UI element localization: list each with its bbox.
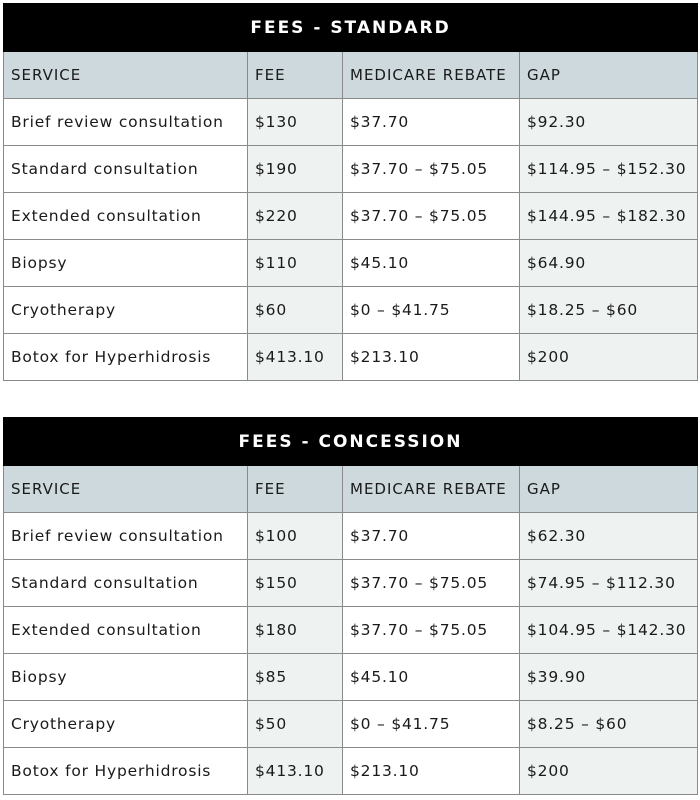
fees-concession-table: [3, 417, 698, 795]
table-title-row: [4, 418, 698, 466]
table-row: [4, 334, 698, 381]
fee-cell: $220: [248, 193, 343, 240]
fee-cell: $50: [248, 701, 343, 748]
table-row: [4, 513, 698, 560]
table-header-row: [4, 52, 698, 99]
gap-cell: $8.25 – $60: [520, 701, 698, 748]
table-header-row: [4, 466, 698, 513]
rebate-cell: $0 – $41.75: [343, 287, 520, 334]
gap-cell: $200: [520, 748, 698, 795]
service-cell: Biopsy: [4, 654, 248, 701]
table-row: [4, 654, 698, 701]
table-row: [4, 607, 698, 654]
fee-cell: $110: [248, 240, 343, 287]
gap-cell: $39.90: [520, 654, 698, 701]
column-header-service: SERVICE: [4, 466, 248, 513]
table-row: [4, 146, 698, 193]
fee-cell: $130: [248, 99, 343, 146]
column-header-gap: GAP: [520, 52, 698, 99]
service-cell: Standard consultation: [4, 560, 248, 607]
rebate-cell: $37.70 – $75.05: [343, 607, 520, 654]
rebate-cell: $37.70: [343, 99, 520, 146]
service-cell: Botox for Hyperhidrosis: [4, 748, 248, 795]
rebate-cell: $213.10: [343, 748, 520, 795]
gap-cell: $62.30: [520, 513, 698, 560]
table-title: FEES - STANDARD: [4, 4, 698, 52]
column-header-fee: FEE: [248, 466, 343, 513]
fee-cell: $413.10: [248, 334, 343, 381]
column-header-service: SERVICE: [4, 52, 248, 99]
gap-cell: $64.90: [520, 240, 698, 287]
table-row: [4, 701, 698, 748]
table-row: [4, 287, 698, 334]
rebate-cell: $45.10: [343, 240, 520, 287]
fees-standard-table: [3, 3, 698, 381]
rebate-cell: $0 – $41.75: [343, 701, 520, 748]
table-row: [4, 99, 698, 146]
rebate-cell: $37.70 – $75.05: [343, 146, 520, 193]
gap-cell: $200: [520, 334, 698, 381]
table-title: FEES - CONCESSION: [4, 418, 698, 466]
table-row: [4, 748, 698, 795]
service-cell: Brief review consultation: [4, 99, 248, 146]
gap-cell: $144.95 – $182.30: [520, 193, 698, 240]
gap-cell: $92.30: [520, 99, 698, 146]
fee-cell: $180: [248, 607, 343, 654]
rebate-cell: $45.10: [343, 654, 520, 701]
rebate-cell: $37.70 – $75.05: [343, 193, 520, 240]
service-cell: Standard consultation: [4, 146, 248, 193]
column-header-gap: GAP: [520, 466, 698, 513]
fee-cell: $100: [248, 513, 343, 560]
rebate-cell: $37.70: [343, 513, 520, 560]
service-cell: Botox for Hyperhidrosis: [4, 334, 248, 381]
fee-cell: $85: [248, 654, 343, 701]
fee-cell: $413.10: [248, 748, 343, 795]
service-cell: Cryotherapy: [4, 701, 248, 748]
table-row: [4, 560, 698, 607]
service-cell: Biopsy: [4, 240, 248, 287]
fee-cell: $60: [248, 287, 343, 334]
service-cell: Extended consultation: [4, 607, 248, 654]
rebate-cell: $37.70 – $75.05: [343, 560, 520, 607]
table-title-row: [4, 4, 698, 52]
gap-cell: $104.95 – $142.30: [520, 607, 698, 654]
service-cell: Cryotherapy: [4, 287, 248, 334]
service-cell: Brief review consultation: [4, 513, 248, 560]
rebate-cell: $213.10: [343, 334, 520, 381]
column-header-medicare-rebate: MEDICARE REBATE: [343, 466, 520, 513]
service-cell: Extended consultation: [4, 193, 248, 240]
fee-cell: $190: [248, 146, 343, 193]
column-header-fee: FEE: [248, 52, 343, 99]
fee-cell: $150: [248, 560, 343, 607]
table-row: [4, 193, 698, 240]
gap-cell: $114.95 – $152.30: [520, 146, 698, 193]
table-row: [4, 240, 698, 287]
gap-cell: $74.95 – $112.30: [520, 560, 698, 607]
column-header-medicare-rebate: MEDICARE REBATE: [343, 52, 520, 99]
gap-cell: $18.25 – $60: [520, 287, 698, 334]
